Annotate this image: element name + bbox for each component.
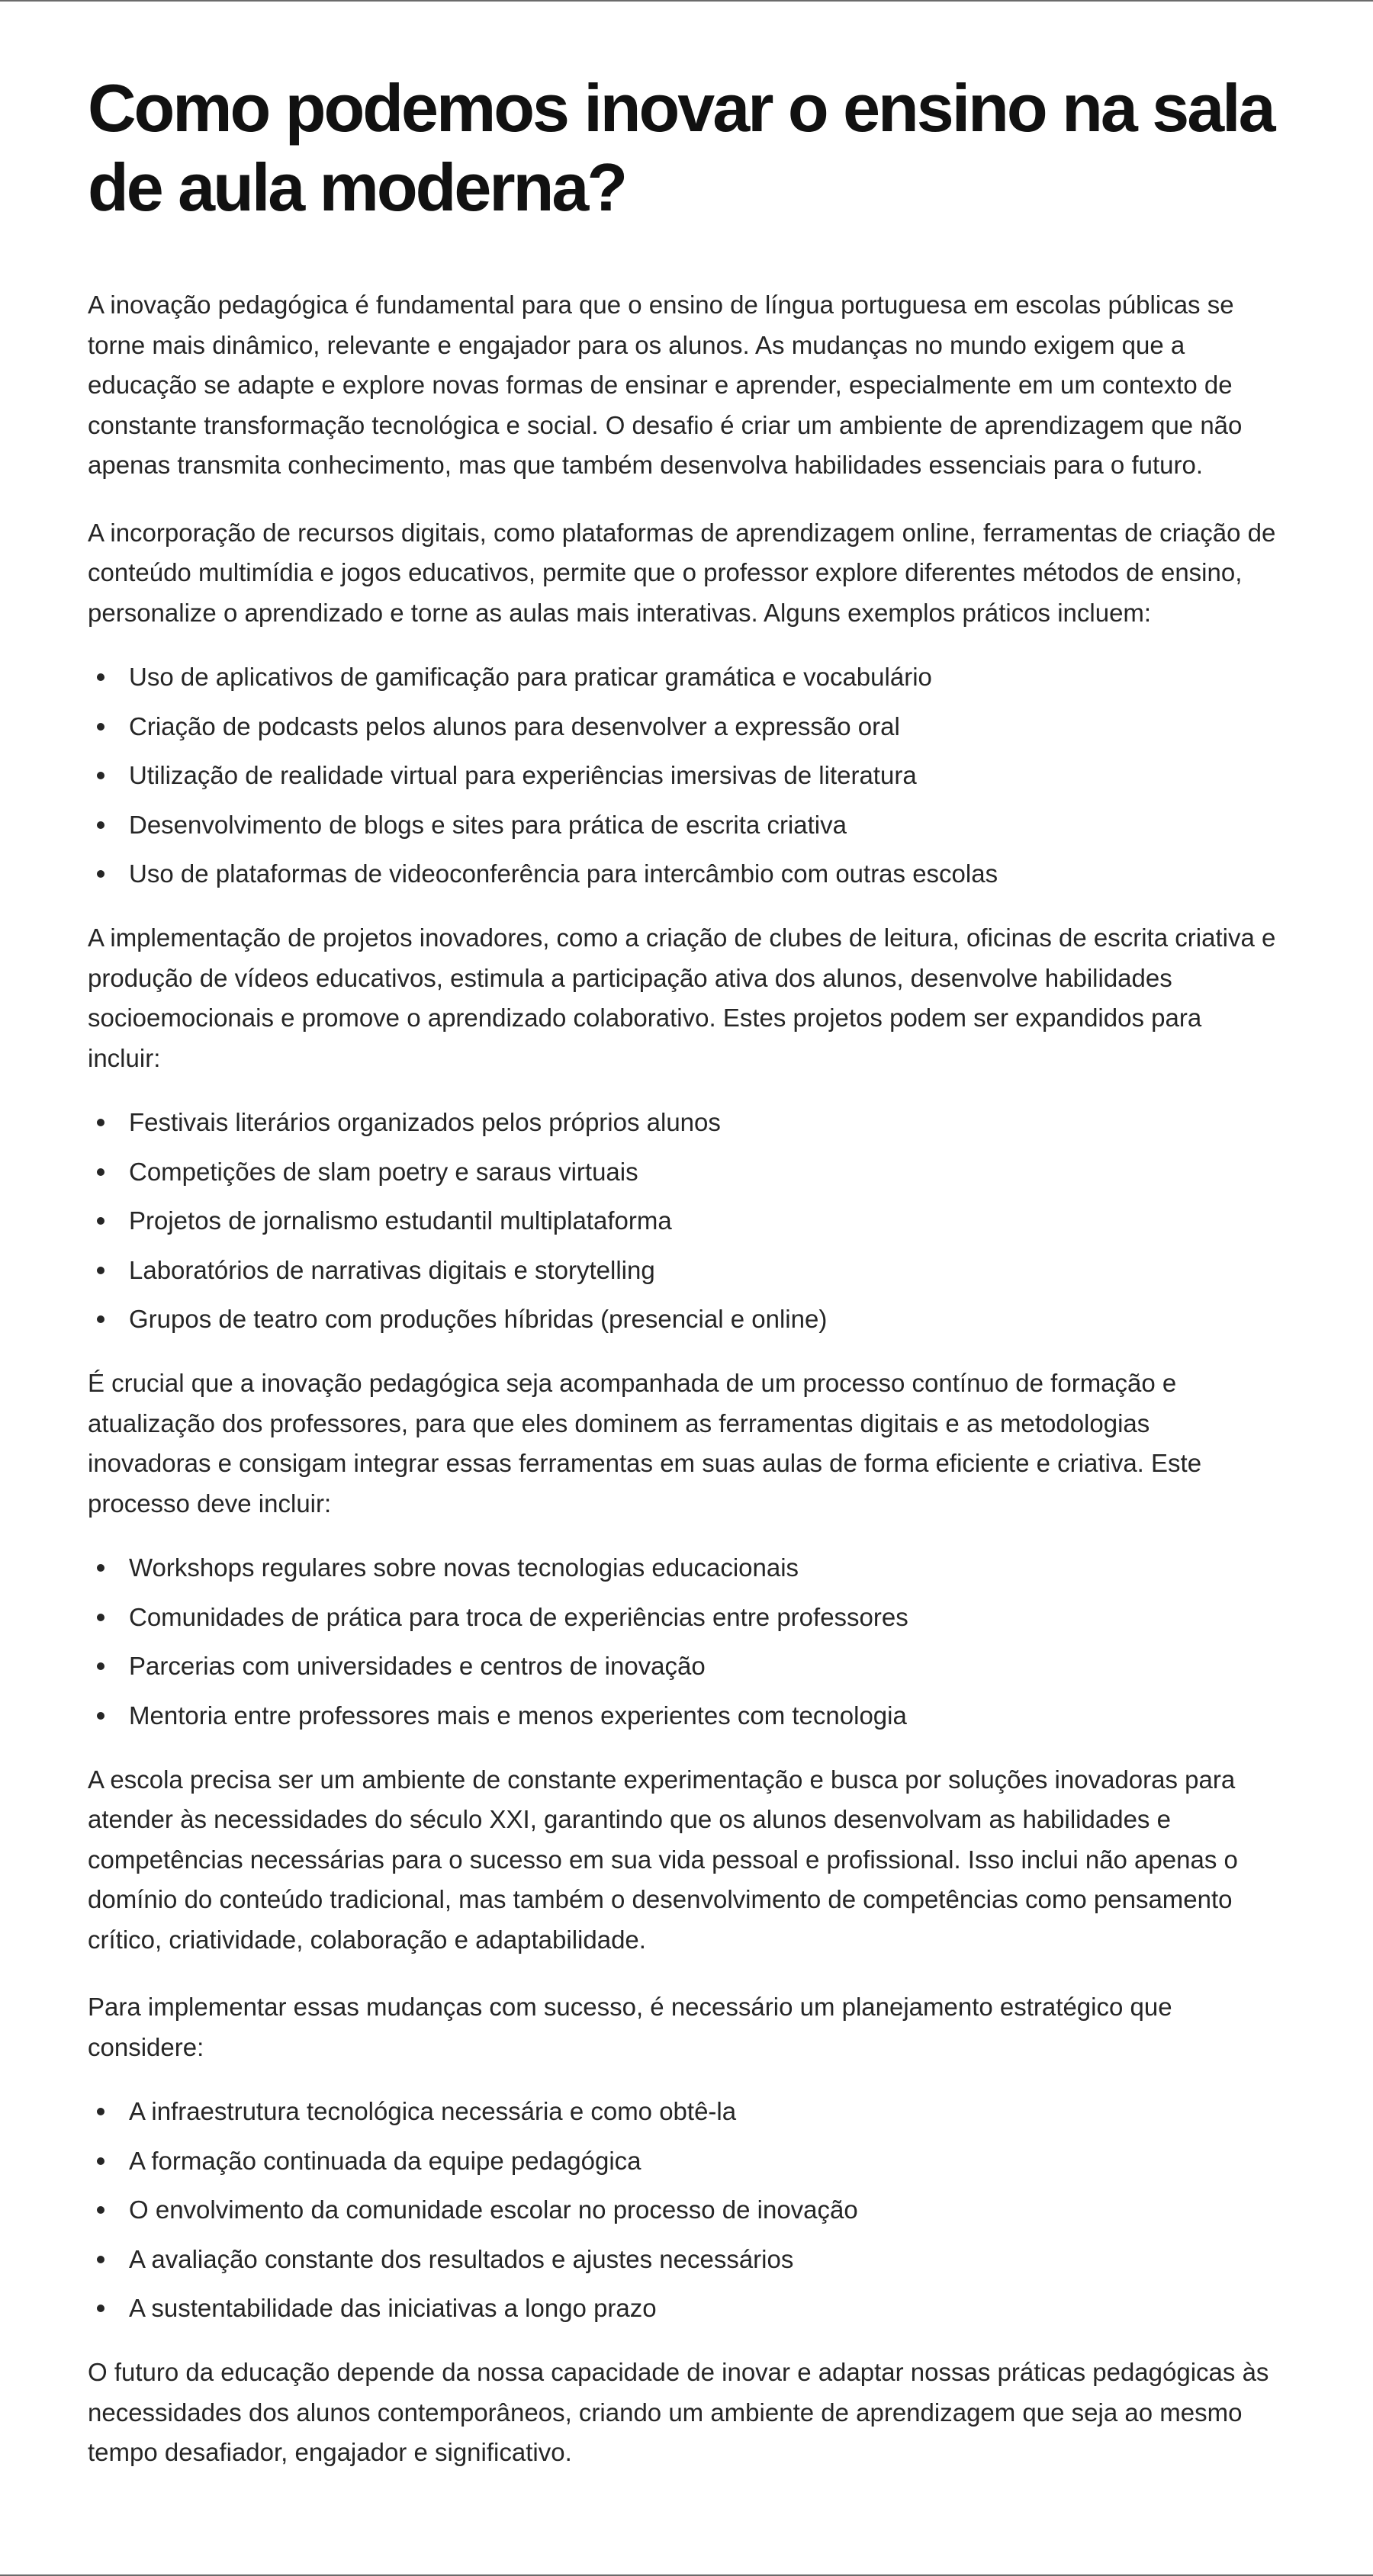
bullet-icon xyxy=(97,2305,105,2312)
bullet-icon xyxy=(97,1119,105,1126)
paragraph-projects: A implementação de projetos inovadores, como a criação de clubes de leitura, oficinas de escrita criativa e produção de vídeos educativos, estimula a participação ativa dos alunos, desenvolve habilidades socioemocionais e promove o aprendizado colaborativo. Estes projetos podem ser expandidos para incluir: xyxy=(88,923,1276,1072)
bullet-icon xyxy=(97,1315,105,1323)
list-item xyxy=(88,2095,1278,2128)
list-item xyxy=(88,1204,1278,1238)
list-item xyxy=(88,857,1278,891)
list-item-text: A sustentabilidade das iniciativas a longo prazo xyxy=(129,2294,657,2322)
paragraph-planning: Para implementar essas mudanças com sucesso, é necessário um planejamento estratégico que considere: xyxy=(88,1993,1172,2061)
list-item xyxy=(88,1254,1278,1287)
paragraph-conclusion: O futuro da educação depende da nossa capacidade de inovar e adaptar nossas práticas pedagógicas às necessidades dos alunos contemporâneos, criando um ambiente de aprendizagem que seja ao mesmo tempo desafiador, engajador e significativo. xyxy=(88,2358,1269,2466)
bullet-icon xyxy=(97,673,105,681)
page-title: Como podemos inovar o ensino na sala de aula moderna? xyxy=(88,70,1274,225)
bullet-icon xyxy=(97,870,105,878)
list-item xyxy=(88,808,1278,842)
list-item-text: Workshops regulares sobre novas tecnologias educacionais xyxy=(129,1553,799,1582)
paragraph-digital-resources: A incorporação de recursos digitais, como plataformas de aprendizagem online, ferramentas de criação de conteúdo multimídia e jogos educativos, permite que o professor explore diferentes métodos de ensino, personalize o aprendizado e torne as aulas mais interativas. Alguns exemplos práticos incluem: xyxy=(88,518,1276,627)
list-item xyxy=(88,2292,1278,2325)
list-item xyxy=(88,2144,1278,2178)
list-item-text: A formação continuada da equipe pedagógica xyxy=(129,2146,641,2175)
list-item xyxy=(88,1106,1278,1139)
list-item xyxy=(88,1601,1278,1634)
bullet-icon xyxy=(97,2157,105,2165)
list-planning xyxy=(88,2095,1278,2325)
list-item xyxy=(88,1699,1278,1733)
list-item xyxy=(88,1649,1278,1683)
bullet-icon xyxy=(97,723,105,731)
list-digital-examples xyxy=(88,660,1278,891)
list-item xyxy=(88,1155,1278,1189)
bullet-icon xyxy=(97,1217,105,1225)
list-item xyxy=(88,710,1278,744)
bullet-icon xyxy=(97,772,105,779)
list-item xyxy=(88,1302,1278,1336)
bullet-icon xyxy=(97,1267,105,1274)
list-item-text: O envolvimento da comunidade escolar no processo de inovação xyxy=(129,2195,858,2224)
list-item-text: Utilização de realidade virtual para experiências imersivas de literatura xyxy=(129,761,917,789)
list-item xyxy=(88,1551,1278,1585)
list-item-text: Uso de aplicativos de gamificação para praticar gramática e vocabulário xyxy=(129,663,932,691)
bullet-icon xyxy=(97,2108,105,2115)
bullet-icon xyxy=(97,1168,105,1176)
bullet-icon xyxy=(97,821,105,829)
list-item-text: Projetos de jornalismo estudantil multiplataforma xyxy=(129,1206,672,1235)
bullet-icon xyxy=(97,2206,105,2214)
article xyxy=(88,69,1278,2501)
list-item-text: Criação de podcasts pelos alunos para desenvolver a expressão oral xyxy=(129,711,900,740)
list-item-text: Comunidades de prática para troca de experiências entre professores xyxy=(129,1602,908,1631)
paragraph-intro: A inovação pedagógica é fundamental para que o ensino de língua portuguesa em escolas públicas se torne mais dinâmico, relevante e engajador para os alunos. As mudanças no mundo exigem que a educação se adapte e explore novas formas de ensinar e aprender, especialmente em um contexto de constante transformação tecnológica e social. O desafio é criar um ambiente de aprendizagem que não apenas transmita conhecimento, mas que também desenvolva habilidades essenciais para o futuro. xyxy=(88,291,1243,479)
list-item xyxy=(88,2193,1278,2227)
list-item-text: Parcerias com universidades e centros de inovação xyxy=(129,1652,706,1680)
list-item-text: Festivais literários organizados pelos próprios alunos xyxy=(129,1108,721,1136)
list-item xyxy=(88,660,1278,694)
list-item-text: Competições de slam poetry e saraus virtuais xyxy=(129,1157,638,1186)
list-item-text: Desenvolvimento de blogs e sites para prática de escrita criativa xyxy=(129,810,847,839)
list-item xyxy=(88,2243,1278,2276)
bullet-icon xyxy=(97,1712,105,1720)
bullet-icon xyxy=(97,1564,105,1572)
list-item-text: A avaliação constante dos resultados e ajustes necessários xyxy=(129,2244,794,2273)
list-item xyxy=(88,759,1278,792)
list-item-text: Mentoria entre professores mais e menos experientes com tecnologia xyxy=(129,1701,907,1730)
list-projects xyxy=(88,1106,1278,1336)
list-item-text: Uso de plataformas de videoconferência para intercâmbio com outras escolas xyxy=(129,859,998,888)
bullet-icon xyxy=(97,1614,105,1621)
list-item-text: Laboratórios de narrativas digitais e storytelling xyxy=(129,1255,655,1284)
list-item-text: A infraestrutura tecnológica necessária e como obtê-la xyxy=(129,2097,737,2125)
list-training xyxy=(88,1551,1278,1733)
list-item-text: Grupos de teatro com produções híbridas (presencial e online) xyxy=(129,1305,828,1333)
paragraph-teacher-training: É crucial que a inovação pedagógica seja acompanhada de um processo contínuo de formação e atualização dos professores, para que eles dominem as ferramentas digitais e as metodologias inovadoras e consigam integrar essas ferramentas em suas aulas de forma eficiente e criativa. Este processo deve incluir: xyxy=(88,1369,1202,1518)
paragraph-school-environment: A escola precisa ser um ambiente de constante experimentação e busca por soluções inovadoras para atender às necessidades do século XXI, garantindo que os alunos desenvolvam as habilidades e competências necessárias para o sucesso em sua vida pessoal e profissional. Isso inclui não apenas o domínio do conteúdo tradicional, mas também o desenvolvimento de competências como pensamento crítico, criatividade, colaboração e adaptabilidade. xyxy=(88,1765,1238,1954)
bullet-icon xyxy=(97,1662,105,1670)
bullet-icon xyxy=(97,2256,105,2263)
